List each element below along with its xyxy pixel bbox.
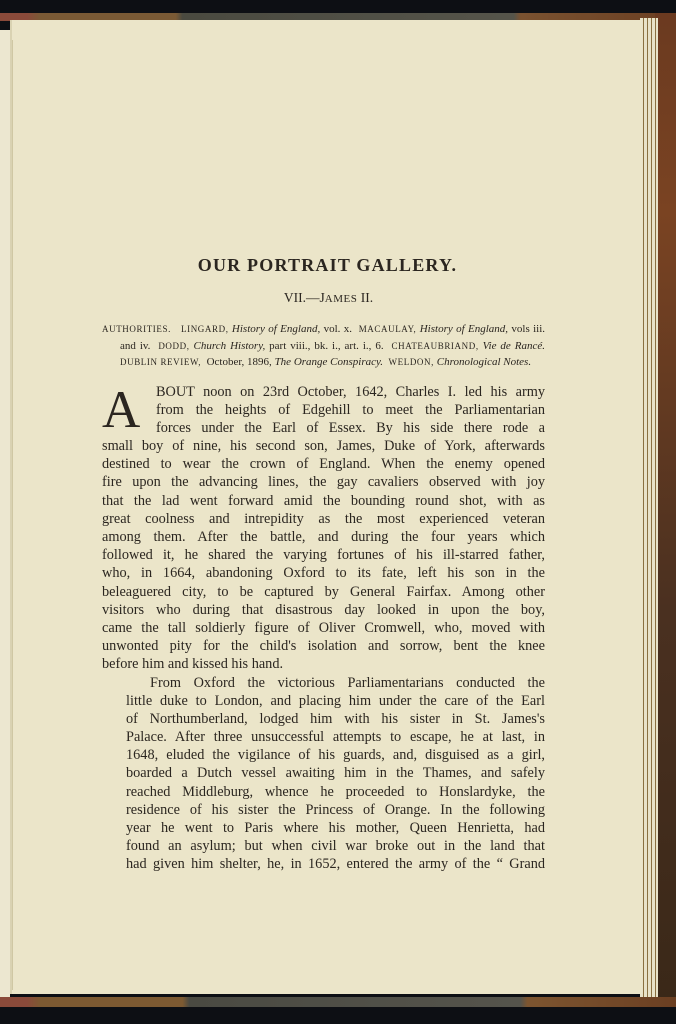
text-line: residence of his sister the Princess of Orange. In the following <box>126 801 545 818</box>
text-line: of Northumberland, lodged him with his sister in St. James's <box>126 710 545 727</box>
drop-cap: A <box>102 380 141 439</box>
authority-author: MACAULAY, <box>358 324 417 334</box>
subtitle-suffix: II. <box>357 290 374 305</box>
text-line: BOUT noon on 23rd October, 1642, Charles I. led his army <box>156 383 545 400</box>
book-cover-bottom-edge <box>0 997 676 1007</box>
subtitle-name-rest: AMES <box>324 293 358 305</box>
text-line: from the heights of Edgehill to meet the Parliamentarian <box>156 401 545 418</box>
authority-title: History of England, <box>231 323 321 335</box>
text-line: small boy of nine, his second son, James, Duke of York, afterwards <box>102 438 545 455</box>
authority-detail: October, 1896, <box>203 356 275 368</box>
authorities-list <box>120 323 550 368</box>
text-line: among them. After the battle, and during the four years which <box>102 529 545 545</box>
authority-title: Chronological Notes. <box>436 356 532 368</box>
text-line: unwonted pity for the child's isolation and sorrow, bent the knee <box>102 638 545 655</box>
text-line: great coolness and intrepidity as the most experienced veteran <box>102 510 545 527</box>
text-line: who, in 1664, abandoning Oxford to its fate, left his son in the <box>102 565 545 582</box>
paragraph-1 <box>102 380 545 674</box>
authority-author: DUBLIN REVIEW, <box>120 357 202 367</box>
authorities-label: AUTHORITIES. <box>102 324 171 334</box>
authority-title: The Orange Conspiracy. <box>274 356 384 368</box>
facing-page-sliver <box>0 30 10 997</box>
text-line: boarded a Dutch vessel awaiting him in the Thames, and safely <box>126 765 545 782</box>
authorities-block <box>102 321 548 371</box>
authority-detail: part viii., bk. i., art. i., 6. <box>265 339 392 352</box>
page-stack-edges <box>640 18 658 998</box>
article-subtitle <box>102 289 545 308</box>
text-line: year he went to Paris where his mother, Queen Henrietta, had <box>126 820 545 836</box>
text-line: fire upon the advancing lines, the gay cavaliers observed with joy <box>102 474 545 491</box>
text-line: had given him shelter, he, in 1652, entered the army of the “ Grand <box>126 856 545 873</box>
text-line: destined to wear the crown of England. When the enemy opened <box>102 456 545 473</box>
text-line: forces under the Earl of Essex. By his side there rode a <box>156 419 545 436</box>
authority-author: LINGARD, <box>181 324 229 334</box>
text-line: From Oxford the victorious Parliamentarians conducted the <box>150 674 545 691</box>
subtitle-numeral: VII.— <box>283 290 320 305</box>
text-line: came the tall soldierly figure of Oliver Cromwell, who, moved with <box>102 619 545 636</box>
authority-author: CHATEAUBRIAND, <box>391 340 479 351</box>
authority-title: Vie de Rancé. <box>482 339 545 352</box>
text-line: little duke to London, and placing him under the care of the Earl <box>126 692 545 709</box>
text-line: reached Middleburg, whence he proceeded to Honslardyke, the <box>126 783 545 800</box>
text-line: visitors who during that disastrous day looked in upon the boy, <box>102 601 545 618</box>
authority-author: DODD, <box>158 340 190 351</box>
authority-detail: vol. x. <box>320 323 359 335</box>
text-line: Palace. After three unsuccessful attempts to escape, he at last, in <box>126 729 545 746</box>
authority-detail <box>545 340 551 352</box>
page-content <box>102 254 548 874</box>
subtitle-name-initial: J <box>319 290 325 305</box>
article-title: OUR PORTRAIT GALLERY. <box>197 255 458 275</box>
authority-title: History of England, <box>419 323 509 335</box>
article-body <box>102 380 545 874</box>
text-line: before him and kissed his hand. <box>102 656 284 673</box>
book-cover-right-edge <box>655 13 676 1007</box>
text-line: followed it, he shared the varying fortunes of his ill-starred father, <box>102 547 545 564</box>
authority-author: WELDON, <box>388 357 434 367</box>
text-line: 1648, eluded the vigilance of his guards, and, disguised as a girl, <box>126 747 545 764</box>
text-line: beleaguered city, to be captured by General Fairfax. Among other <box>102 583 545 600</box>
text-line: found an asylum; but when civil war broke out in the land that <box>126 838 545 855</box>
page-gutter <box>12 40 13 990</box>
paragraph-2 <box>102 674 545 874</box>
authority-title: Church History, <box>193 339 266 352</box>
authority-detail: vols iii. and iv. <box>120 323 548 352</box>
text-line: that the lad went forward amid the bounding round shot, with as <box>102 492 545 509</box>
